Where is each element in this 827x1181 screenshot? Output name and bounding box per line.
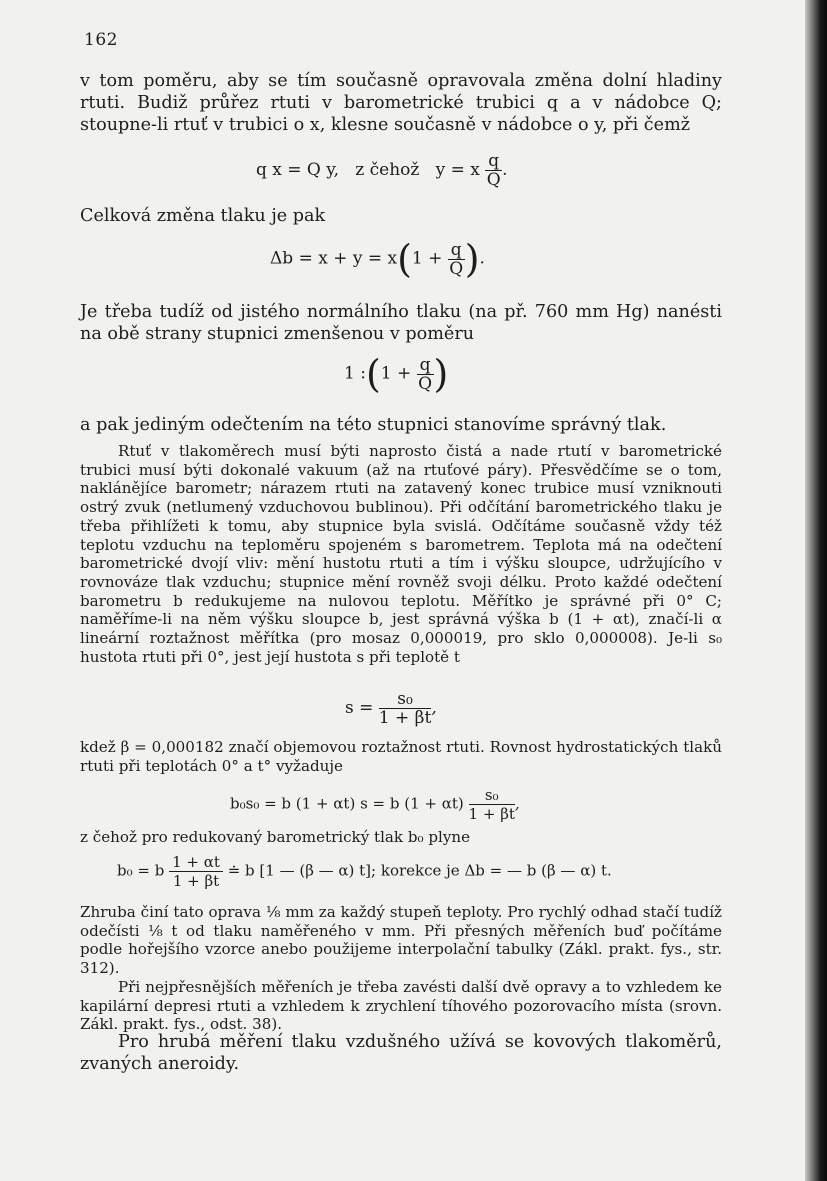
eq2-denominator: Q <box>449 258 464 279</box>
eq5-numerator: s₀ <box>469 786 515 805</box>
eq6-denominator: 1 + βt <box>172 872 220 890</box>
eq3-one: 1 + <box>380 363 412 384</box>
eq2-numerator: q <box>448 241 465 260</box>
eq4-denominator: 1 + βt <box>378 708 432 728</box>
eq4-fraction <box>379 690 432 727</box>
eq1-denominator: Q <box>486 170 501 190</box>
eq3-left: 1 : <box>344 363 366 384</box>
paragraph-1: v tom poměru, aby se tím současně opravovala změna dolní hladiny rtuti. Budiž průřez rtuti v barometrické trubici q a v nádobce Q; stoupne-li rtuť v trubici o x, klesne současně v nádobce o y, při čemž <box>80 71 722 135</box>
eq3-fraction <box>417 356 434 393</box>
equation-4: s = $\frac{\text{s₀}}{1 + \beta t}$ , <box>345 689 437 728</box>
eq6-left: b₀ = b <box>117 861 165 880</box>
eq5-denominator: 1 + βt <box>468 805 515 823</box>
eq4-left: s = <box>345 698 374 718</box>
eq1-right: y = x <box>435 160 480 180</box>
paragraph-3: Je třeba tudíž od jistého normálního tlaku (na př. 760 mm Hg) nanésti na obě strany stupnici zmenšenou v poměru <box>80 302 722 344</box>
paragraph-2: Celková změna tlaku je pak <box>80 206 326 226</box>
paragraph-4: a pak jediným odečtením na této stupnici stanovíme správný tlak. <box>80 415 667 435</box>
paragraph-9: Při nejpřesnějších měřeních je třeba zavésti další dvě opravy a to vzhledem ke kapilární depresi rtuti a vzhledem k zrychlení tíhového pozorovacího místa (srovn. Zákl. prakt. fys., odst. 38). <box>80 978 722 1034</box>
eq6-fraction <box>169 853 223 890</box>
eq1-fraction <box>485 152 502 189</box>
equation-6 <box>117 853 612 890</box>
paragraph-7: z čehož pro redukovaný barometrický tlak b₀ plyne <box>80 828 471 846</box>
eq5-left: b₀s₀ = b (1 + αt) s = b (1 + αt) <box>230 794 464 813</box>
paragraph-10: Pro hrubá měření tlaku vzdušného užívá se kovových tlakoměrů, zvaných aneroidy. <box>80 1032 722 1074</box>
paragraph-6: kdež β = 0,000182 značí objemovou roztažnost rtuti. Rovnost hydrostatických tlaků rtuti při teplotách 0° a t° vyžaduje <box>80 738 722 775</box>
eq6-right: ≐ b [1 — (β — α) t]; korekce je Δb = — b (β — α) t. <box>227 861 612 880</box>
equation-1: q x = Q y, z čehož y = x $\frac{q}{Q}$ . <box>256 151 508 190</box>
eq2-fraction <box>448 241 465 278</box>
eq5-fraction <box>469 786 515 823</box>
eq1-numerator: q <box>485 152 502 171</box>
equation-3: 1 :(1 + $\frac{q}{Q}$ ) <box>344 352 449 396</box>
paragraph-8: Zhruba činí tato oprava ⅛ mm za každý stupeň teploty. Pro rychlý odhad stačí tudíž odečísti ⅛ t od tlaku naměřeného v mm. Při přesných měřeních buď počítáme podle hořejšího vzorce anebo použijeme interpolační tabulky (Zákl. prakt. fys., str. 312). <box>80 903 722 978</box>
eq6-numerator: 1 + αt <box>169 853 223 872</box>
eq2-left: Δb = x + y = x <box>270 248 398 269</box>
page-number: 162 <box>84 30 118 50</box>
eq4-numerator: s₀ <box>379 690 432 709</box>
eq3-denominator: Q <box>418 373 433 394</box>
eq1-left: q x = Q y, <box>256 160 340 180</box>
eq1-mid: z čehož <box>355 160 420 180</box>
eq3-numerator: q <box>417 356 434 375</box>
book-spine-shadow <box>805 0 827 1181</box>
equation-5: b₀s₀ = b (1 + αt) s = b (1 + αt) $\frac{\text{s₀}}{1 + \beta t}$ , <box>230 786 520 823</box>
equation-2: Δb = x + y = x(1 + $\frac{q}{Q}$ ). <box>270 237 485 281</box>
eq2-one: 1 + <box>411 248 443 269</box>
paragraph-5: Rtuť v tlakoměrech musí býti naprosto čistá a nade rtutí v barometrické trubici musí býti dokonalé vakuum (až na rtuťové páry). Přesvědčíme se o tom, naklánějíce barometr; nárazem rtuti na zatavený konec trubice musí vzniknouti ostrý zvuk (netlumený vzduchovou bublinou). Při odčítání barometrického tlaku je třeba přihlížeti k tomu, aby stupnice byla svislá. Odčítáme současně vždy též teplotu vzduchu na teploměru spojeném s barometrem. Teplota má na odečtení barometrické dvojí vliv: mění hustotu rtuti a tím i výšku sloupce, udržujícího v rovnováze tlak vzduchu; stupnice mění rovněž svoji délku. Proto každé odečtení barometru b redukujeme na nulovou teplotu. Měřítko je správné při 0° C; naměříme-li na něm výšku sloupce b, jest správná výška b (1 + αt), značí-li α lineární roztažnost měřítka (pro mosaz 0,000019, pro sklo 0,000008). Je-li s₀ hustota rtuti při 0°, jest její hustota s při teplotě t <box>80 442 722 666</box>
